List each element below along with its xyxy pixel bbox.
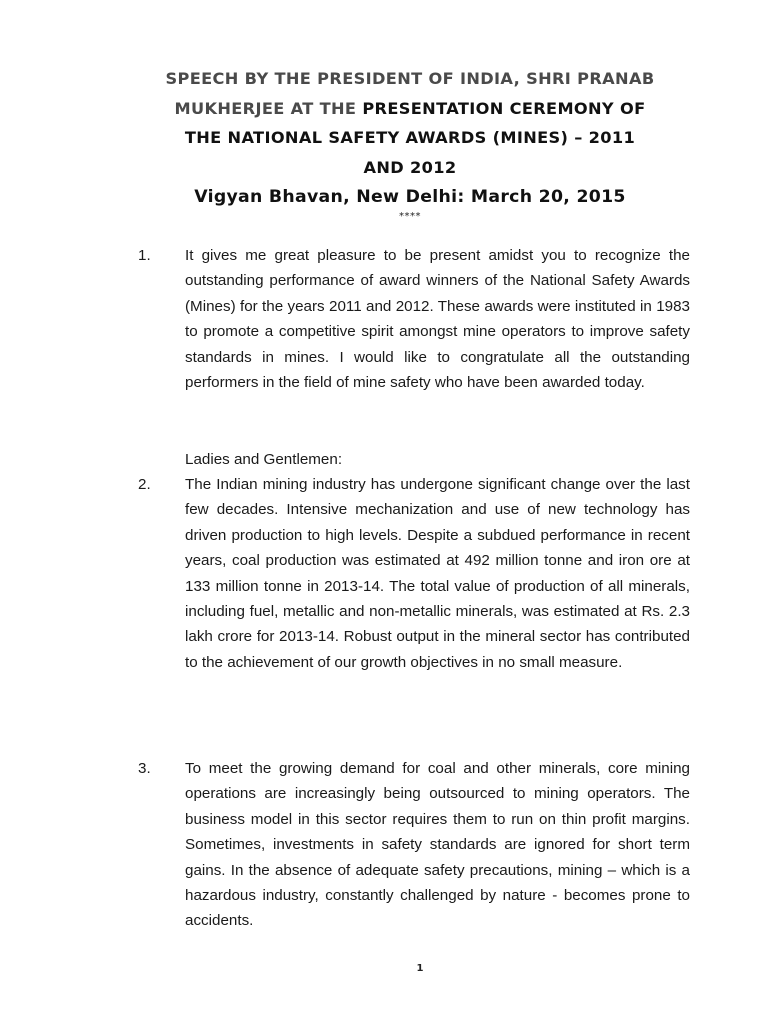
speech-title	[130, 64, 690, 182]
title-line-1: SPEECH BY THE PRESIDENT OF INDIA, SHRI PRANAB	[165, 69, 655, 88]
paragraph-text: The Indian mining industry has undergone significant change over the last few decades. Intensive mechanization and use of new technology has driven production to high levels. Despite a subdued performance in recent years, coal production was estimated at 492 million tonne and iron ore at 133 million tonne in 2013-14. The total value of production of all minerals, including fuel, metallic and non-metallic minerals, was estimated at Rs. 2.3 lakh crore for 2013-14. Robust output in the mineral sector has contributed to the achievement of our growth objectives in no small measure.	[185, 476, 690, 671]
title-line-2-gray: MUKHERJEE AT THE	[174, 98, 363, 118]
title-line-2-black: PRESENTATION CEREMONY OF	[362, 98, 646, 118]
paragraph-number: 2.	[138, 476, 151, 493]
title-line-2	[130, 94, 690, 124]
separator-stars: ****	[399, 211, 421, 222]
paragraph-1	[138, 243, 690, 395]
paragraph-2	[138, 472, 690, 675]
salutation: Ladies and Gentlemen:	[185, 451, 343, 468]
page-number: 1	[416, 963, 424, 974]
paragraph-text: To meet the growing demand for coal and other minerals, core mining operations are increasingly being outsourced to mining operators. The business model in this sector requires them to run on thin profit margins. Sometimes, investments in safety standards are ignored for short term gains. In the absence of adequate safety precautions, mining – which is a hazardous industry, constantly challenged by nature - becomes prone to accidents.	[185, 760, 690, 930]
title-line-3: THE NATIONAL SAFETY AWARDS (MINES) – 2011	[184, 128, 636, 147]
paragraph-number: 3.	[138, 760, 151, 777]
paragraph-text: It gives me great pleasure to be present amidst you to recognize the outstanding performance of award winners of the National Safety Awards (Mines) for the years 2011 and 2012. These awards were instituted in 1983 to promote a competitive spirit amongst mine operators to improve safety standards in mines. I would like to congratulate all the outstanding performers in the field of mine safety who have been awarded today.	[185, 247, 690, 392]
title-line-4: AND 2012	[363, 157, 457, 177]
paragraph-3	[138, 756, 690, 934]
venue-date: Vigyan Bhavan, New Delhi: March 20, 2015	[194, 187, 626, 207]
paragraph-number: 1.	[138, 247, 151, 264]
